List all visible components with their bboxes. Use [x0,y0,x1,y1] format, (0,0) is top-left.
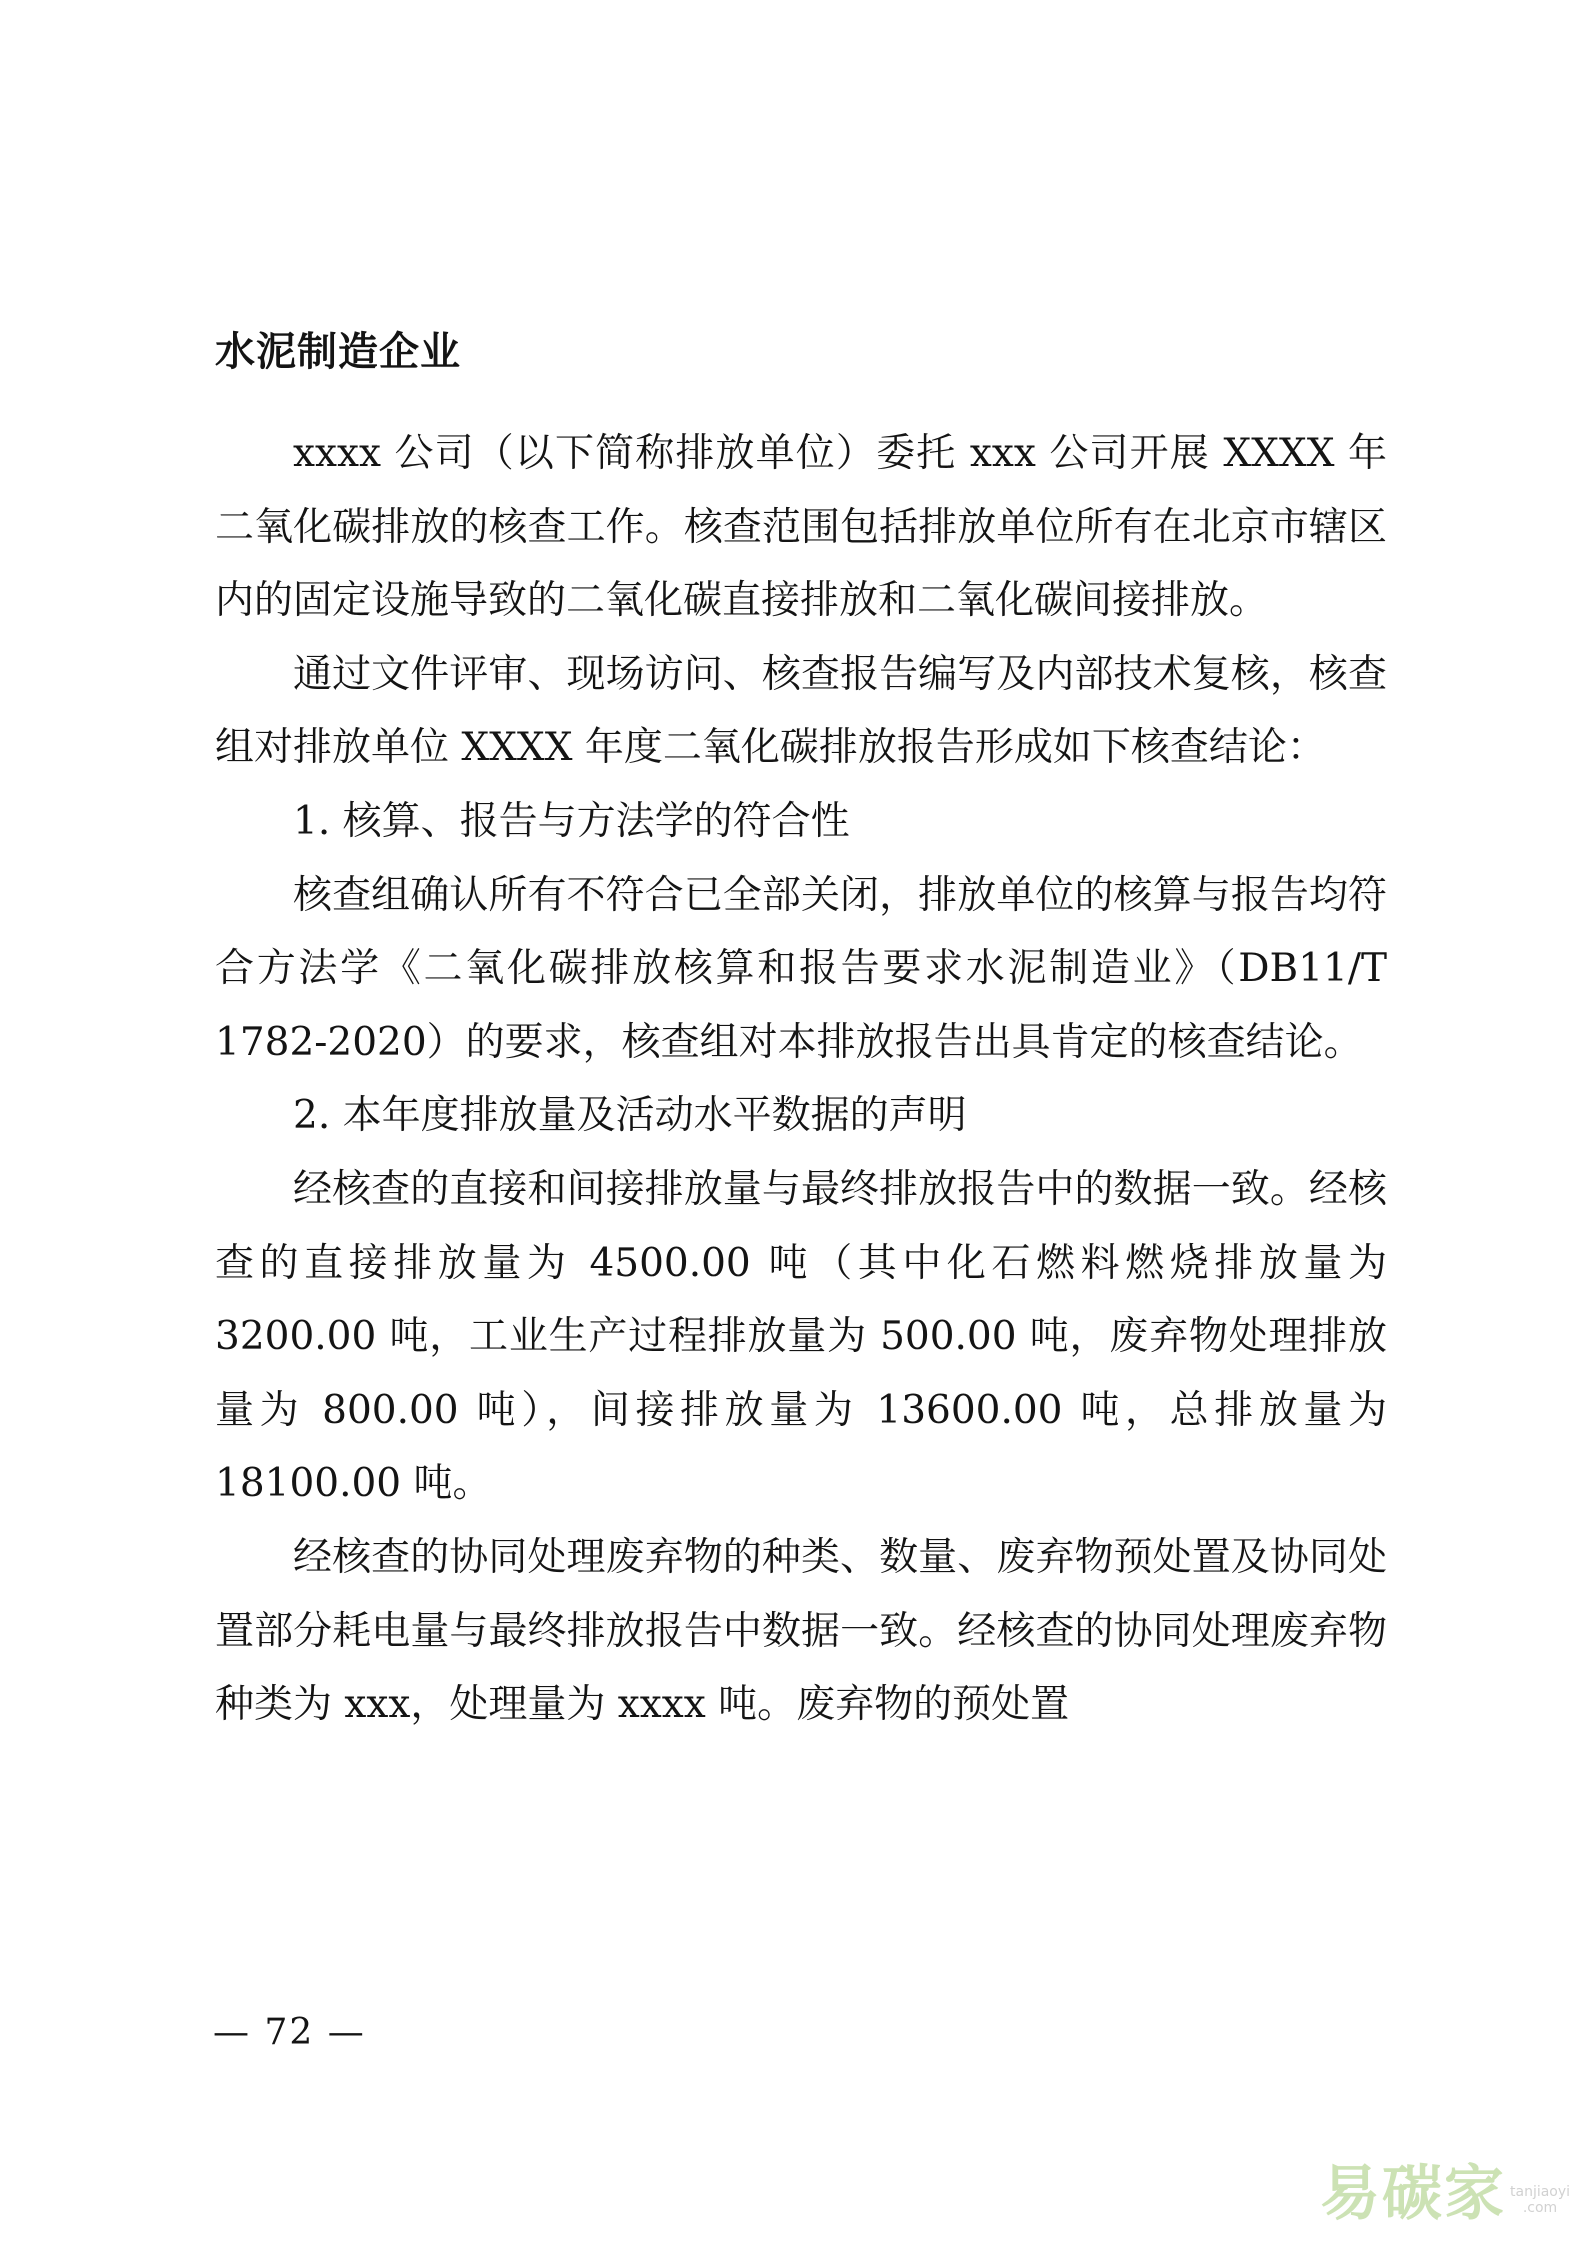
watermark-logo [1320,2159,1571,2229]
watermark-site-line2: .com [1522,2200,1558,2216]
paragraph-intro: xxxx 公司（以下简称排放单位）委托 xxx 公司开展 XXXX 年二氧化碳排放的核查工作。核查范围包括排放单位所有在北京市辖区内的固定设施导致的二氧化碳直接排放和二氧化碳间接排放。 [215,431,1387,624]
subheading-emissions: 2. 本年度排放量及活动水平数据的声明 [293,1093,967,1139]
body-text [215,417,1387,1742]
subheading-conformity: 1. 核算、报告与方法学的符合性 [293,798,850,844]
paragraph-conformity: 核查组确认所有不符合已全部关闭，排放单位的核算与报告均符合方法学《二氧化碳排放核算和报告要求水泥制造业》（DB11/T 1782-2020）的要求，核查组对本排放报告出具肯定的核查结论。 [215,872,1387,1065]
page-number: — 72 — [213,2012,366,2053]
paragraph-waste: 经核查的协同处理废弃物的种类、数量、废弃物预处置及协同处置部分耗电量与最终排放报告中数据一致。经核查的协同处理废弃物种类为 xxx，处理量为 xxxx 吨。废弃物的预处置 [215,1534,1387,1728]
watermark-mark: 易碳家 [1320,2159,1506,2229]
section-heading: 水泥制造企业 [215,329,461,375]
paragraph-process: 通过文件评审、现场访问、核查报告编写及内部技术复核，核查组对排放单位 XXXX 年度二氧化碳排放报告形成如下核查结论： [215,651,1387,771]
watermark-site [1510,2184,1570,2216]
watermark-site-line1: tanjiaoyi [1510,2184,1571,2200]
paragraph-emissions: 经核查的直接和间接排放量与最终排放报告中的数据一致。经核查的直接排放量为 4500.00 吨（其中化石燃料燃烧排放量为 3200.00 吨，工业生产过程排放量为 500.00 吨，废弃物处理排放量为 800.00 吨），间接排放量为 13600.00 吨，总排放量为 18100.00 吨。 [215,1166,1387,1507]
